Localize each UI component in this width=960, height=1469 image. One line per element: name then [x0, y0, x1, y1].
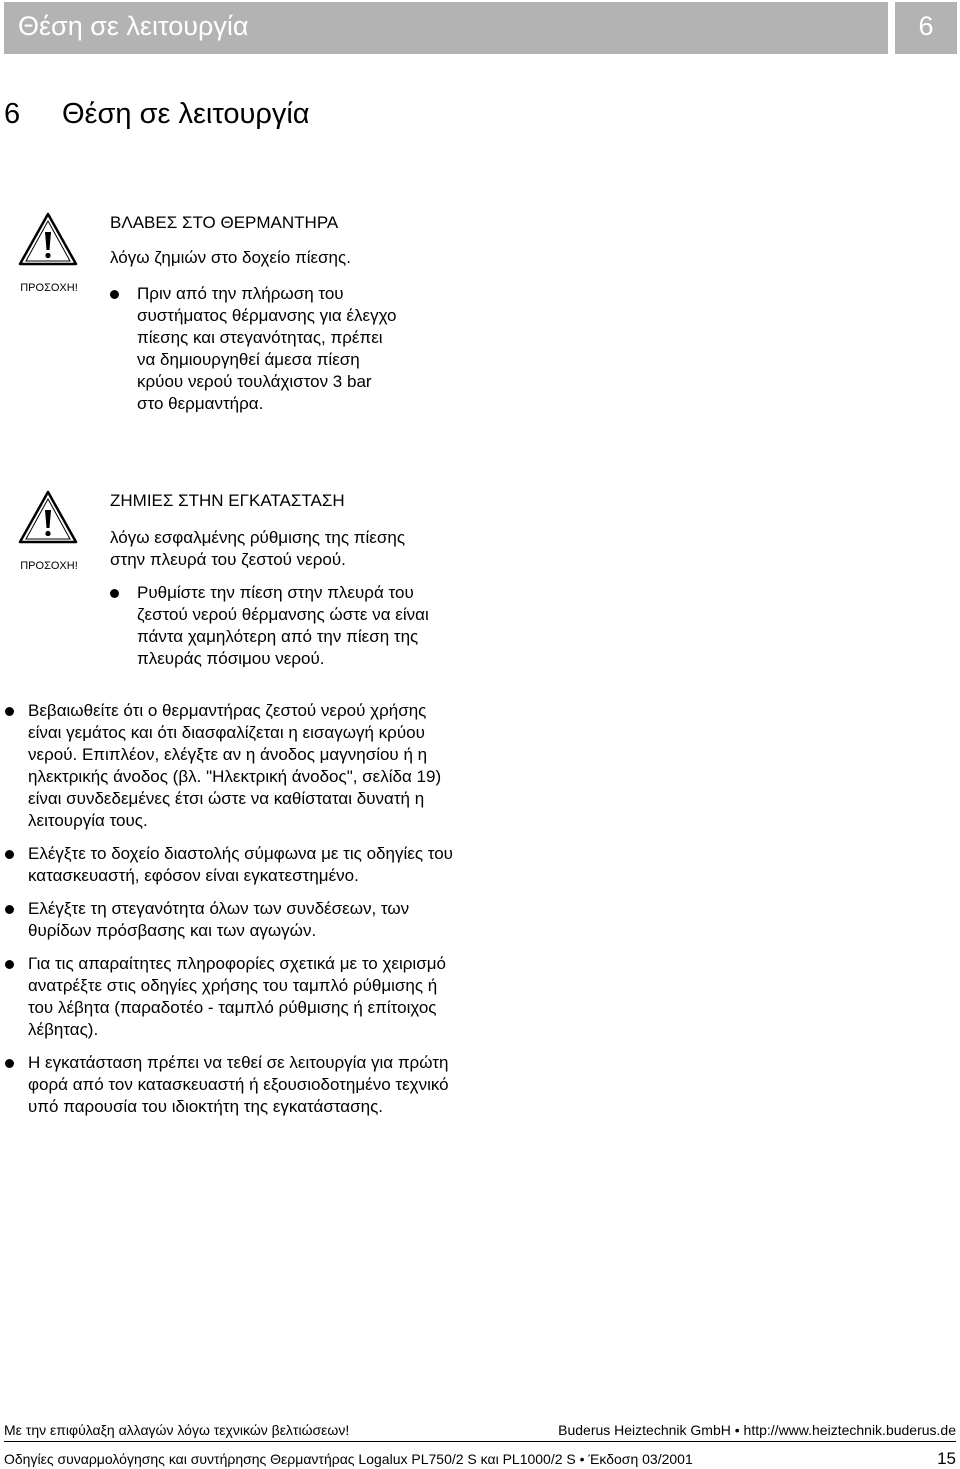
warning-text: λόγω εσφαλμένης ρύθμισης της πίεσης στην πλευρά του ζεστού νερού. [110, 528, 406, 569]
footer-divider [4, 1441, 956, 1442]
list-item [4, 898, 454, 942]
header-title: Θέση σε λειτουργία [18, 11, 249, 41]
bullet-icon [5, 707, 14, 716]
list-item [110, 582, 445, 670]
warning-label: ΠΡΟΣΟΧΗ! [20, 282, 78, 294]
warning-heading: ΒΛΑΒΕΣ ΣΤΟ ΘΕΡΜΑΝΤΗΡΑ [110, 213, 339, 232]
list-item [4, 1052, 454, 1118]
list-item-text: Βεβαιωθείτε ότι ο θερμαντήρας ζεστού νερού χρήσης είναι γεμάτος και ότι διασφαλίζεται η εισαγωγή κρύου νερού. Επιπλέον, ελέγξτε αν η άνοδος μαγνησίου ή η ηλεκτρικής άνοδος (βλ. "Ηλεκτρική άνοδος", σελίδα 19) είναι συνδεδεμένες έτσι ώστε να καθίσταται δυνατή η λειτουργία τους. [28, 701, 442, 830]
warning-heading: ΖΗΜΙΕΣ ΣΤΗΝ ΕΓΚΑΤΑΣΤΑΣΗ [110, 491, 345, 510]
header-chapter-number: 6 [918, 11, 934, 41]
chapter-number: 6 [4, 98, 21, 130]
warning-text: λόγω ζημιών στο δοχείο πίεσης. [110, 248, 351, 267]
bullet-icon [5, 850, 14, 859]
list-item [110, 283, 400, 415]
footer-company: Buderus Heiztechnik GmbH • http://www.heiztechnik.buderus.de [558, 1422, 956, 1438]
list-item-text: Ελέγξτε το δοχείο διαστολής σύμφωνα με τις οδηγίες του κατασκευαστή, εφόσον είναι εγκατεστημένο. [28, 844, 453, 885]
chapter-title: Θέση σε λειτουργία [62, 98, 310, 130]
footer-notice: Με την επιφύλαξη αλλαγών λόγω τεχνικών βελτιώσεων! [4, 1422, 350, 1438]
list-item-text: Ελέγξτε τη στεγανότητα όλων των συνδέσεων, των θυρίδων πρόσβασης και των αγωγών. [28, 899, 410, 940]
list-item-text: Πριν από την πλήρωση του συστήματος θέρμανσης για έλεγχο πίεσης και στεγανότητας, πρέπει να δημιουργηθεί άμεσα πίεση κρύου νερού τουλάχιστον 3 bar στο θερμαντήρα. [137, 284, 397, 413]
bullet-icon [5, 1059, 14, 1068]
bullet-icon [110, 290, 119, 299]
list-item-text: Ρυθμίστε την πίεση στην πλευρά του ζεστού νερού θέρμανσης ώστε να είναι πάντα χαμηλότερη από την πίεση της πλευράς πόσιμου νερού. [137, 583, 429, 668]
bullet-icon [110, 589, 119, 598]
warning-label: ΠΡΟΣΟΧΗ! [20, 560, 78, 572]
warning-triangle-icon [18, 490, 78, 545]
list-item-text: Για τις απαραίτητες πληροφορίες σχετικά με το χειρισμό ανατρέξτε στις οδηγίες χρήσης του ταμπλό ρύθμισης ή του λέβητα (παραδοτέο - ταμπλό ρύθμισης ή επίτοιχος λέβητας). [28, 954, 446, 1039]
list-item [4, 843, 454, 887]
header-bar [4, 2, 888, 54]
list-item [4, 953, 454, 1041]
header-chapter-box [895, 2, 957, 54]
footer-document-title: Οδηγίες συναρμολόγησης και συντήρησης Θερμαντήρας Logalux PL750/2 S και PL1000/2 S • Έκδοση 03/2001 [4, 1451, 693, 1467]
warning-triangle-icon [18, 212, 78, 267]
list-item-text: Η εγκατάσταση πρέπει να τεθεί σε λειτουργία για πρώτη φορά από τον κατασκευαστή ή εξουσιοδοτημένο τεχνικό υπό παρουσία του ιδιοκτήτη της εγκατάστασης. [28, 1053, 449, 1116]
bullet-icon [5, 905, 14, 914]
list-item [4, 700, 454, 832]
bullet-icon [5, 960, 14, 969]
page-number: 15 [937, 1449, 956, 1468]
